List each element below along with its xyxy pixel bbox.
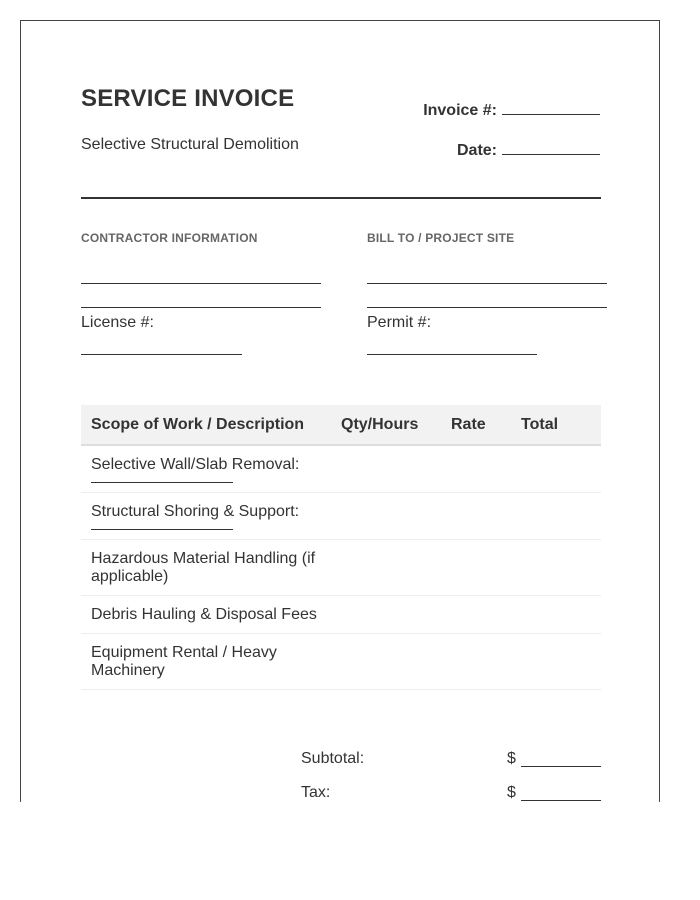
column-header-qty: Qty/Hours	[331, 405, 441, 445]
date-row	[457, 140, 600, 160]
bill-to-heading: BILL TO / PROJECT SITE	[367, 231, 515, 245]
tax-field[interactable]	[521, 800, 601, 801]
tax-label: Tax:	[301, 784, 331, 801]
subtotal-currency: $	[507, 750, 516, 767]
contractor-info-heading: CONTRACTOR INFORMATION	[81, 231, 258, 245]
row-total[interactable]	[511, 634, 601, 690]
row-description: Equipment Rental / Heavy Machinery	[81, 634, 331, 690]
invoice-number-row	[423, 100, 600, 120]
invoice-subtitle: Selective Structural Demolition	[81, 136, 299, 153]
table-row	[81, 493, 601, 540]
row-qty[interactable]	[331, 540, 441, 596]
table-row	[81, 540, 601, 596]
column-header-total: Total	[511, 405, 601, 445]
row-description: Selective Wall/Slab Removal:	[91, 456, 300, 473]
shoring-support-field[interactable]	[91, 521, 233, 530]
row-rate[interactable]	[441, 634, 511, 690]
scope-table-header	[81, 405, 601, 445]
row-total[interactable]	[511, 445, 601, 493]
row-rate[interactable]	[441, 596, 511, 634]
row-rate[interactable]	[441, 493, 511, 540]
license-field[interactable]	[81, 354, 242, 355]
row-total[interactable]	[511, 493, 601, 540]
table-row	[81, 596, 601, 634]
subtotal-label: Subtotal:	[301, 750, 365, 767]
contractor-line-1[interactable]	[81, 283, 321, 284]
row-description: Debris Hauling & Disposal Fees	[81, 596, 331, 634]
subtotal-field[interactable]	[521, 766, 601, 767]
row-description: Structural Shoring & Support:	[91, 503, 300, 520]
table-row	[81, 634, 601, 690]
contractor-line-2[interactable]	[81, 307, 321, 308]
row-total[interactable]	[511, 540, 601, 596]
row-description-cell	[81, 493, 331, 540]
row-qty[interactable]	[331, 596, 441, 634]
row-rate[interactable]	[441, 445, 511, 493]
scope-table	[81, 405, 601, 690]
row-qty[interactable]	[331, 493, 441, 540]
column-header-rate: Rate	[441, 405, 511, 445]
row-qty[interactable]	[331, 445, 441, 493]
invoice-number-field[interactable]	[502, 100, 600, 115]
bill-to-line-1[interactable]	[367, 283, 607, 284]
column-header-description: Scope of Work / Description	[81, 405, 331, 445]
invoice-title: SERVICE INVOICE	[81, 85, 295, 112]
row-description: Hazardous Material Handling (if applicable)	[81, 540, 331, 596]
row-rate[interactable]	[441, 540, 511, 596]
invoice-number-label: Invoice #:	[423, 102, 497, 119]
table-row	[81, 445, 601, 493]
date-label: Date:	[456, 142, 497, 159]
date-field[interactable]	[502, 140, 600, 155]
tax-currency: $	[507, 784, 516, 801]
row-qty[interactable]	[331, 634, 441, 690]
wall-slab-removal-field[interactable]	[91, 474, 233, 483]
permit-field[interactable]	[367, 354, 537, 355]
row-description-cell	[81, 445, 331, 493]
bill-to-line-2[interactable]	[367, 307, 607, 308]
license-label: License #:	[81, 314, 154, 331]
invoice-page	[20, 20, 660, 802]
header-divider	[81, 197, 601, 199]
permit-label: Permit #:	[367, 314, 432, 331]
row-total[interactable]	[511, 596, 601, 634]
